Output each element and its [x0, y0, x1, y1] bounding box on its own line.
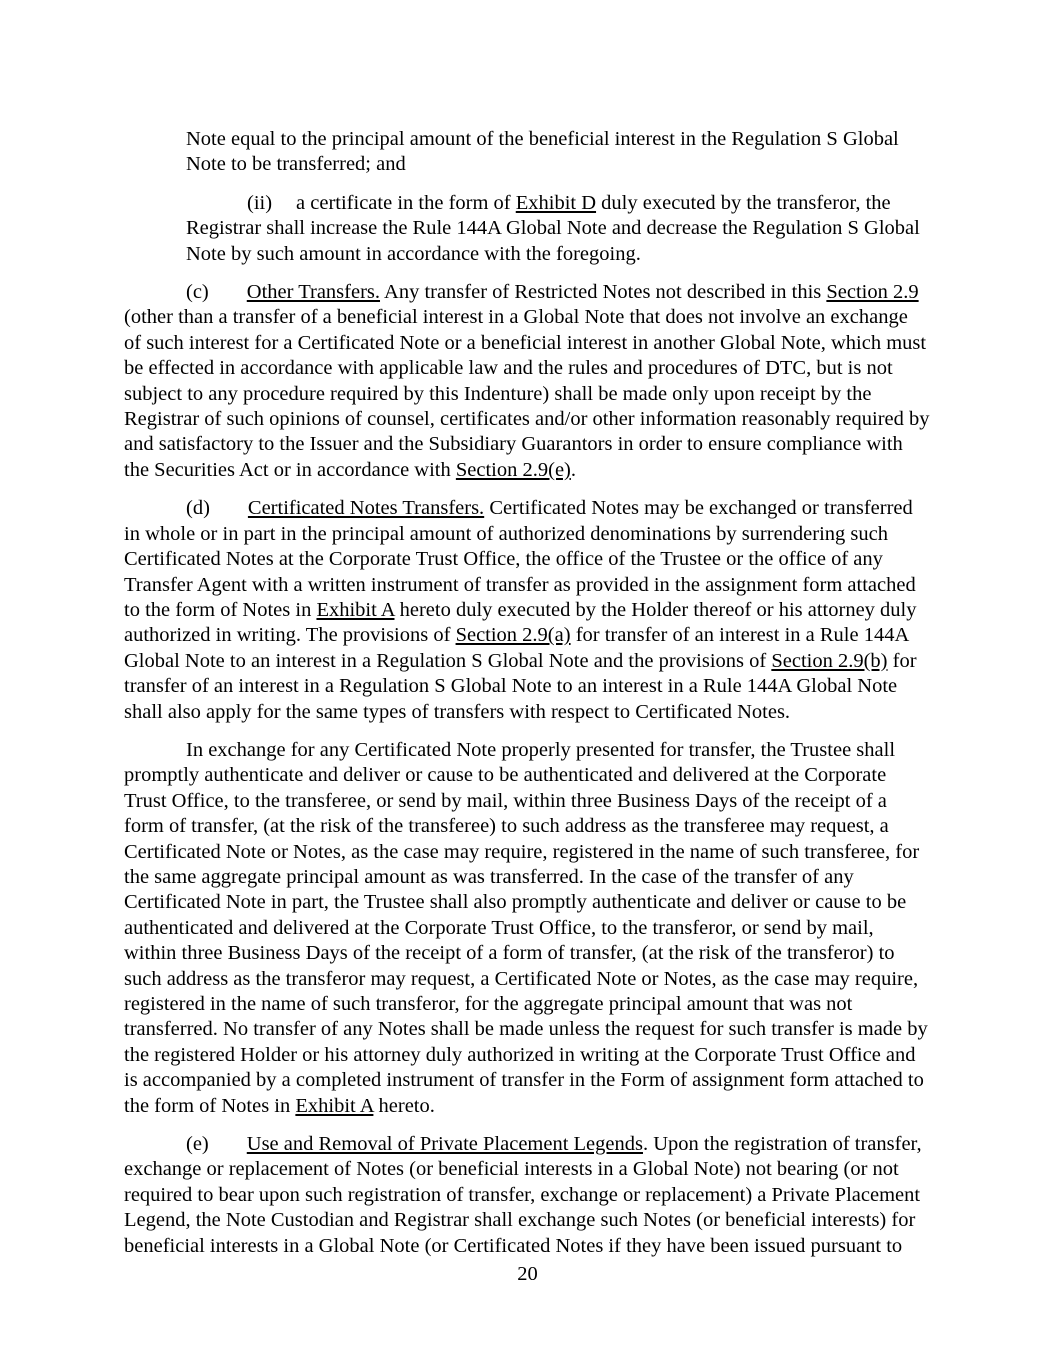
page-number: 20 — [517, 1263, 538, 1285]
paragraph-in-exchange — [124, 738, 930, 1119]
text-run: Any transfer of Restricted Notes not described in this — [380, 281, 827, 304]
text-run: (other than a transfer of a beneficial interest in a Global Note that does not involve an exchange of such interest for a Certificated Note or a beneficial interest in another Global Note, which must be effected in accordance with applicable law and the rules and procedures of DTC, but is not subject to any procedure required by this Indenture) shall be made only upon receipt by the Registrar of such opinions of counsel, certificates and/or other information reasonably required by and satisfactory to the Issuer and the Subsidiary Guarantors in order to ensure compliance with the Securities Act or in accordance with — [124, 306, 930, 481]
text-run: (e) — [186, 1133, 209, 1156]
document-body — [124, 127, 930, 1272]
underlined-text: Use and Removal of Private Placement Legends — [246, 1133, 643, 1156]
underlined-text: Other Transfers. — [246, 281, 381, 304]
text-run: In exchange for any Certificated Note properly presented for transfer, the Trustee shall promptly authenticate and deliver or cause to be authenticated and delivered at the Corporate Trust Office, to the transferee, or send by mail, within three Business Days of the receipt of a form of transfer, (at the risk of the transferee) to such address as the transferee may request, a Certificated Note or Notes, as the case may require, registered in the name of such transferee, for the same aggregate principal amount as was transferred. In the case of the transfer of any Certificated Note in part, the Trustee shall also promptly authenticate and deliver or cause to be authenticated and delivered at the Corporate Trust Office, to the transferor, or send by mail, within three Business Days of the receipt of a form of transfer, (at the risk of the transferor) to such address as the transferor may request, a Certificated Note or Notes, as the case may require, registered in the name of such transferor, for the aggregate principal amount that was not transferred. No transfer of any Notes shall be made unless the request for such transfer is made by the registered Holder or his attorney duly authorized in writing at the Corporate Trust Office and is accompanied by a completed instrument of transfer in the Form of assignment form attached to the form of Notes in — [124, 738, 928, 1117]
clause-c-other-transfers — [124, 280, 930, 483]
text-run: hereto duly executed by the Holder thereof or his attorney duly authorized in writing. The provisions of — [124, 598, 917, 647]
text-run: duly executed by the transferor, the Registrar shall increase the Rule 144A Global Note and decrease the Regulation S Global Note by such amount in accordance with the foregoing. — [186, 191, 920, 265]
clause-d-certificated-notes-transfers — [124, 496, 930, 725]
text-run: hereto. — [373, 1094, 435, 1117]
underlined-text: Section 2.9(b) — [771, 649, 888, 672]
underlined-text: Exhibit D — [515, 191, 597, 214]
underlined-text: Exhibit A — [295, 1094, 374, 1117]
text-run: (c) — [186, 281, 209, 304]
text-run: (ii) — [247, 191, 273, 214]
underlined-text: Section 2.9(a) — [455, 624, 571, 647]
text-run: for transfer of an interest in a Rule 144A Global Note to an interest in a Regulation S Global Note and the provisions of — [124, 624, 909, 672]
text-run: . Upon the registration of transfer, exchange or replacement of Notes (or beneficial interests in a Global Note) not bearing (or not required to bear upon such registration of transfer, exchange or replacement) a Private Placement Legend, the Note Custodian and Registrar shall exchange such Notes (or beneficial interests) for beneficial interests in a Global Note (or Certificated Notes if they have been issued pursuant to — [124, 1133, 922, 1257]
text-run: Certificated Notes may be exchanged or transferred in whole or in part in the principal amount of authorized denominations by surrendering such Certificated Notes at the Corporate Trust Office, the office of the Trustee or the office of any Transfer Agent with a written instrument of transfer as provided in the assignment form attached to the form of Notes in — [124, 497, 916, 621]
text-run: a certificate in the form of — [296, 191, 516, 214]
sub-item-i-continuation — [186, 127, 930, 178]
clause-e-private-placement-legends — [124, 1132, 930, 1259]
text-run: (d) — [186, 497, 210, 520]
underlined-text: Certificated Notes Transfers. — [247, 497, 485, 520]
underlined-text: Exhibit A — [316, 598, 395, 621]
underlined-text: Section 2.9 — [826, 281, 919, 304]
sub-item-ii — [186, 191, 930, 267]
text-run: . — [570, 458, 576, 481]
underlined-text: Section 2.9(e) — [455, 458, 571, 481]
text-run: Note equal to the principal amount of the beneficial interest in the Regulation S Global Note to be transferred; and — [186, 128, 899, 176]
text-run: for transfer of an interest in a Regulation S Global Note to an interest in a Rule 144A Global Note shall also apply for the same types of transfers with respect to Certificated Notes. — [124, 649, 917, 723]
